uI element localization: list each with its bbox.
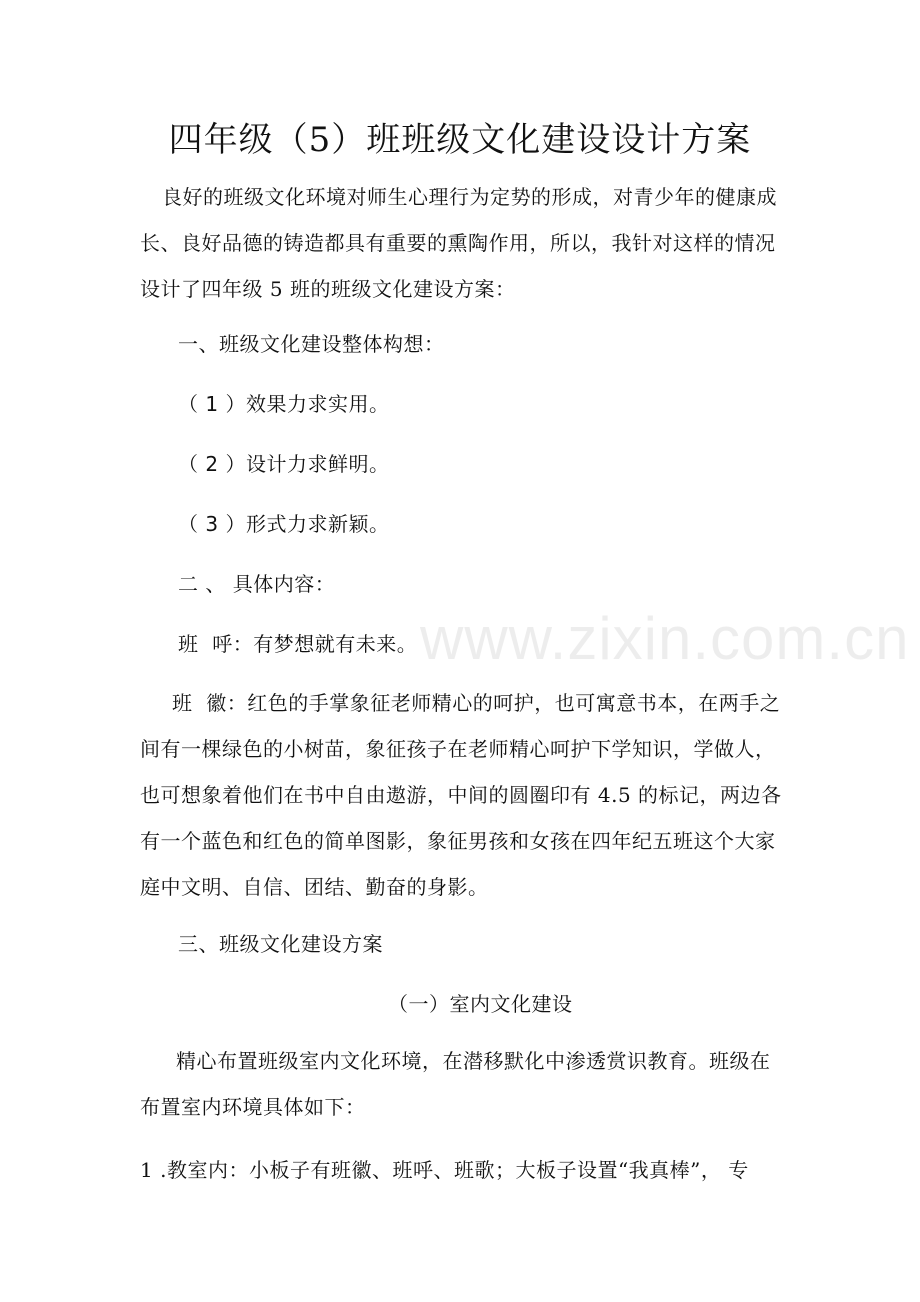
class-slogan: 班 呼：有梦想就有未来。 <box>178 632 418 656</box>
document-title: 四年级（5）班班级文化建设设计方案 <box>168 120 752 160</box>
intro-paragraph: 良好的班级文化环境对师生心理行为定势的形成，对青少年的健康成长、良好品德的铸造都具有重要的熏陶作用，所以，我针对这样的情况设计了四年级 5 班的班级文化建设方案： <box>140 185 777 301</box>
list-item-3: （ 3 ）形式力求新颖。 <box>178 512 390 536</box>
indoor-paragraph: 精心布置班级室内文化环境，在潜移默化中渗透赏识教育。班级在布置室内环境具体如下： <box>140 1049 771 1119</box>
class-emblem-paragraph: 班 徽：红色的手掌象征老师精心的呵护，也可寓意书本，在两手之间有一棵绿色的小树苗，象征孩子在老师精心呵护下学知识，学做人，也可想象着他们在书中自由遨游，中间的圆圈印有 4.5 的标记，两边各有一个蓝色和红色的简单图影，象征男孩和女孩在四年纪五班这个大家庭中文明、自信、团结、勤奋的身影。 <box>140 691 782 899</box>
list-item-2: （ 2 ）设计力求鲜明。 <box>178 452 390 476</box>
classroom-item: 1 .教室内：小板子有班徽、班呼、班歌；大板子设置“我真棒”， 专 <box>140 1158 749 1182</box>
subsection-heading: （一）室内文化建设 <box>388 992 573 1016</box>
list-item-1: （ 1 ）效果力求实用。 <box>178 392 390 416</box>
watermark: www.zixin.com.cn <box>420 605 910 672</box>
section-heading-2: 二 、 具体内容： <box>178 572 336 596</box>
section-heading-1: 一、班级文化建设整体构想： <box>178 332 445 356</box>
section-heading-3: 三、班级文化建设方案 <box>178 932 383 956</box>
